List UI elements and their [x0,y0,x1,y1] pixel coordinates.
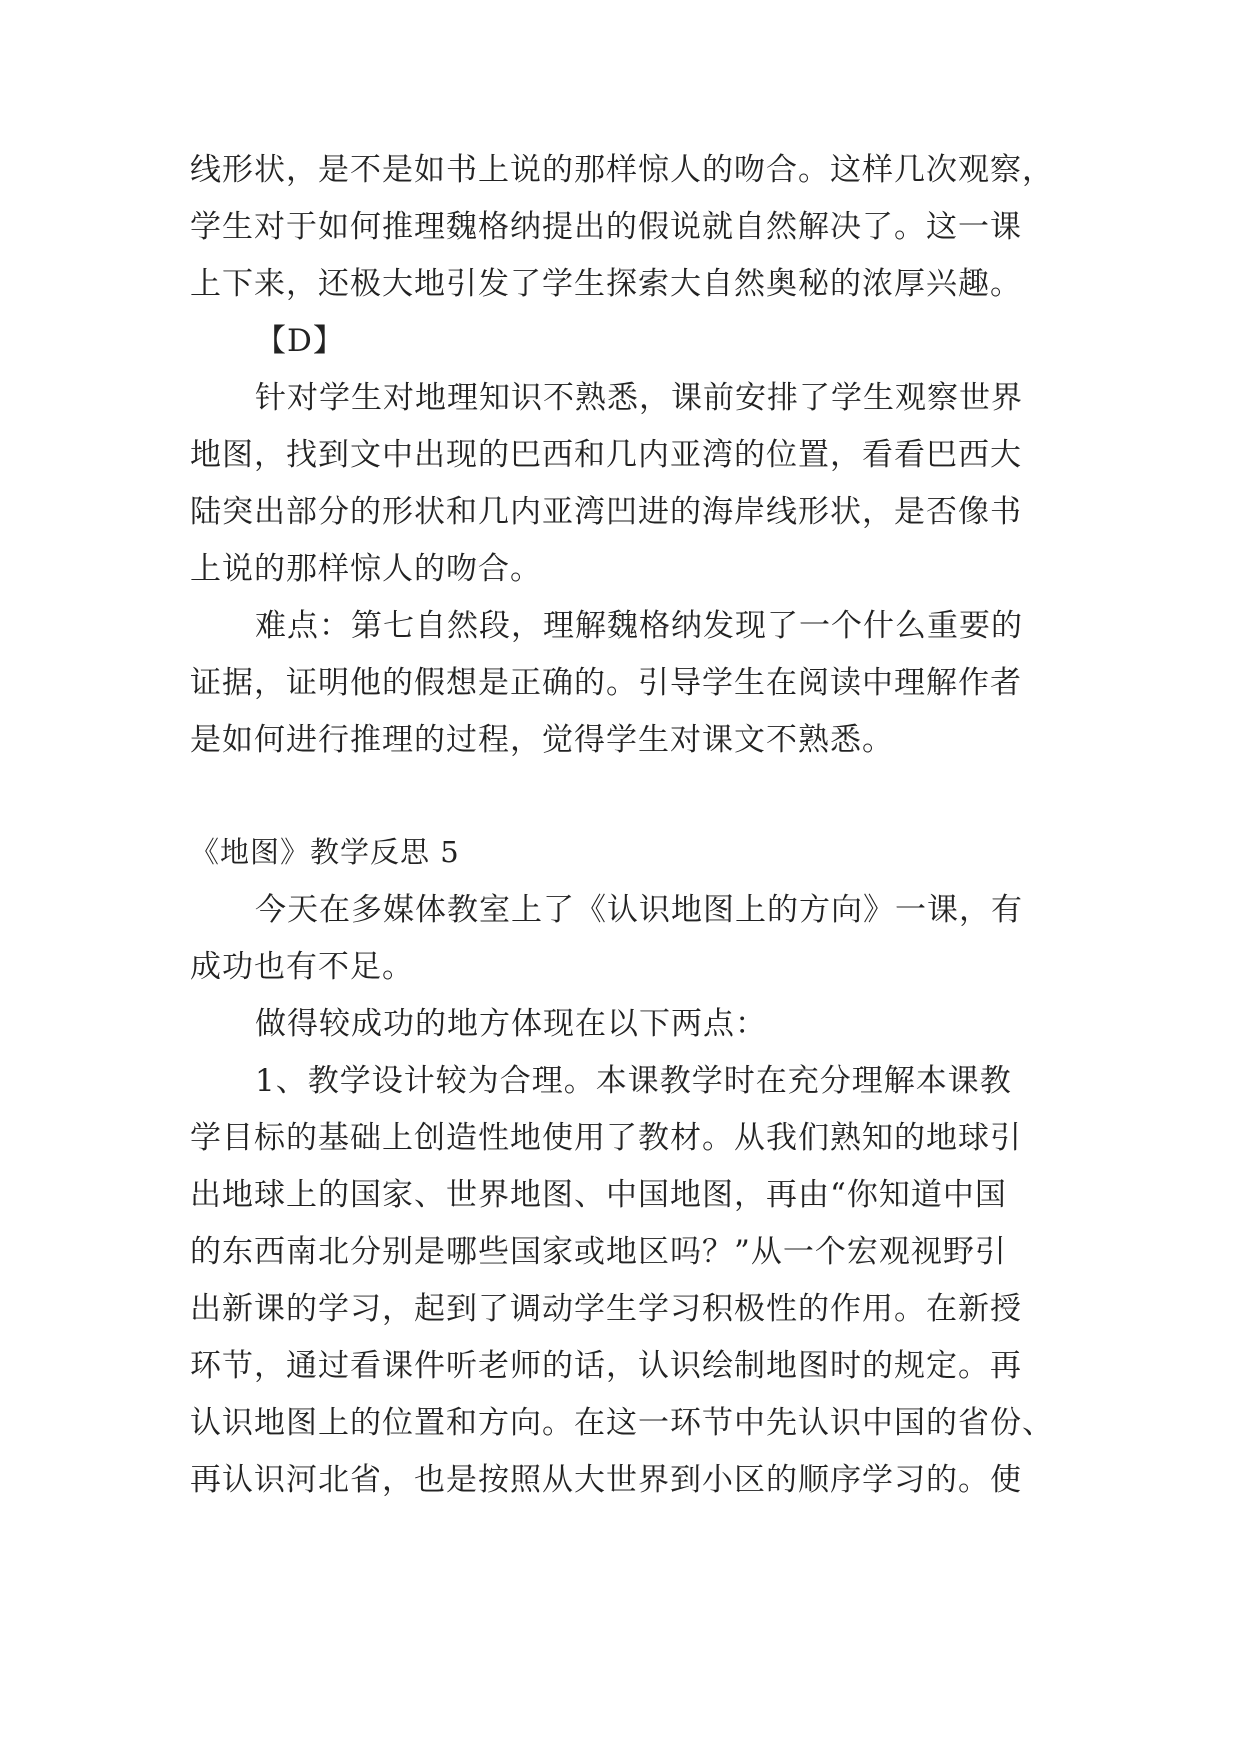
text-line: 成功也有不足。 [190,949,414,985]
text-line: 上说的那样惊人的吻合。 [190,551,542,587]
text-line: 地图，找到文中出现的巴西和几内亚湾的位置，看看巴西大 [190,437,1022,473]
text-line: 再认识河北省，也是按照从大世界到小区的顺序学习的。使 [190,1462,1022,1498]
text-line: 出地球上的国家、世界地图、中国地图，再由“你知道中国 [190,1177,1007,1213]
text-line: 环节，通过看课件听老师的话，认识绘制地图时的规定。再 [190,1348,1022,1384]
text-line: 证据，证明他的假想是正确的。引导学生在阅读中理解作者 [190,665,1022,701]
text-line: 上下来，还极大地引发了学生探索大自然奥秘的浓厚兴趣。 [190,266,1022,302]
text-line: 难点：第七自然段，理解魏格纳发现了一个什么重要的 [255,608,1023,644]
text-line: 1、教学设计较为合理。本课教学时在充分理解本课教 [255,1063,1012,1099]
text-line: 针对学生对地理知识不熟悉，课前安排了学生观察世界 [255,380,1023,416]
text-line: 学生对于如何推理魏格纳提出的假说就自然解决了。这一课 [190,209,1022,245]
section-title: 《地图》教学反思 5 [190,835,460,869]
text-line: 学目标的基础上创造性地使用了教材。从我们熟知的地球引 [190,1120,1022,1156]
text-line: 的东西南北分别是哪些国家或地区吗？”从一个宏观视野引 [190,1234,1007,1270]
text-line: 陆突出部分的形状和几内亚湾凹进的海岸线形状，是否像书 [190,494,1022,530]
text-line: 线形状，是不是如书上说的那样惊人的吻合。这样几次观察， [190,152,1054,188]
text-line: 出新课的学习，起到了调动学生学习积极性的作用。在新授 [190,1291,1022,1327]
text-line: 做得较成功的地方体现在以下两点： [255,1006,767,1042]
text-line: 今天在多媒体教室上了《认识地图上的方向》一课，有 [255,892,1023,928]
section-marker: 【D】 [255,323,345,359]
text-line: 认识地图上的位置和方向。在这一环节中先认识中国的省份、 [190,1405,1054,1441]
text-line: 是如何进行推理的过程，觉得学生对课文不熟悉。 [190,722,894,758]
